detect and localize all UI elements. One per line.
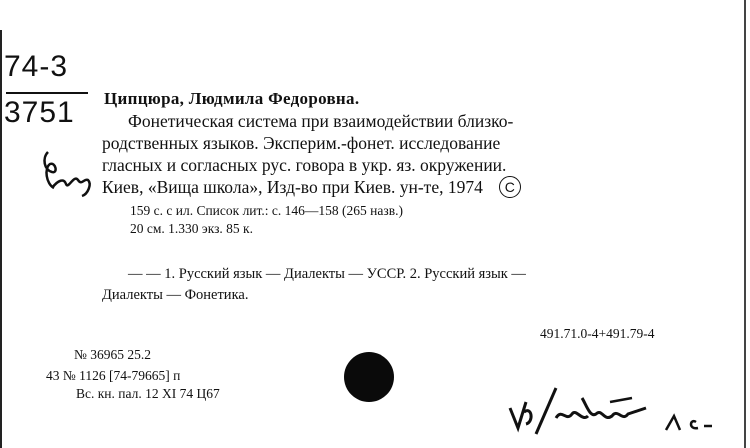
title-description [102,110,702,198]
body-line-1: Фонетическая система при взаимодействии близко- [128,111,514,131]
body-line-2: родственных языков. Эксперим.-фонет. исследование [102,133,501,153]
physical-description-2: 20 см. 1.330 экз. 85 к. [130,221,253,236]
card-right-edge [744,0,746,448]
shelfmark-bottom: 3751 [4,96,75,129]
physical-description-1: 159 с. с ил. Список лит.: с. 146—158 (265 назв.) [130,203,403,218]
author-name: Ципцюра, Людмила Федоровна. [104,89,360,108]
imprint-text: Киев, «Вища школа», Изд-во при Киев. ун-те, 1974 [102,177,483,197]
handwritten-mark-icon [38,144,96,200]
subject-headings [102,264,702,306]
shelfmark-top: 74-3 [4,50,69,83]
registry-number: 43 № 1126 [74-79665] п [46,368,181,383]
body-line-3: гласных и согласных рус. говора в укр. яз. окружении. [102,155,507,175]
signature-icon [500,378,730,444]
shelfmark-divider [6,92,88,94]
copyright-icon: C [499,176,521,198]
punch-hole [344,352,394,402]
udc-code: 491.71.0-4+491.79-4 [540,326,655,341]
card-left-edge [0,30,2,448]
chamber-stamp: Вс. кн. пал. 12 XI 74 Ц67 [76,386,220,401]
body-line-4 [102,176,702,198]
subject-line-1: — — 1. Русский язык — Диалекты — УССР. 2. Русский язык — [128,266,526,282]
subject-line-2: Диалекты — Фонетика. [102,287,249,303]
card-number: № 36965 25.2 [74,347,152,362]
